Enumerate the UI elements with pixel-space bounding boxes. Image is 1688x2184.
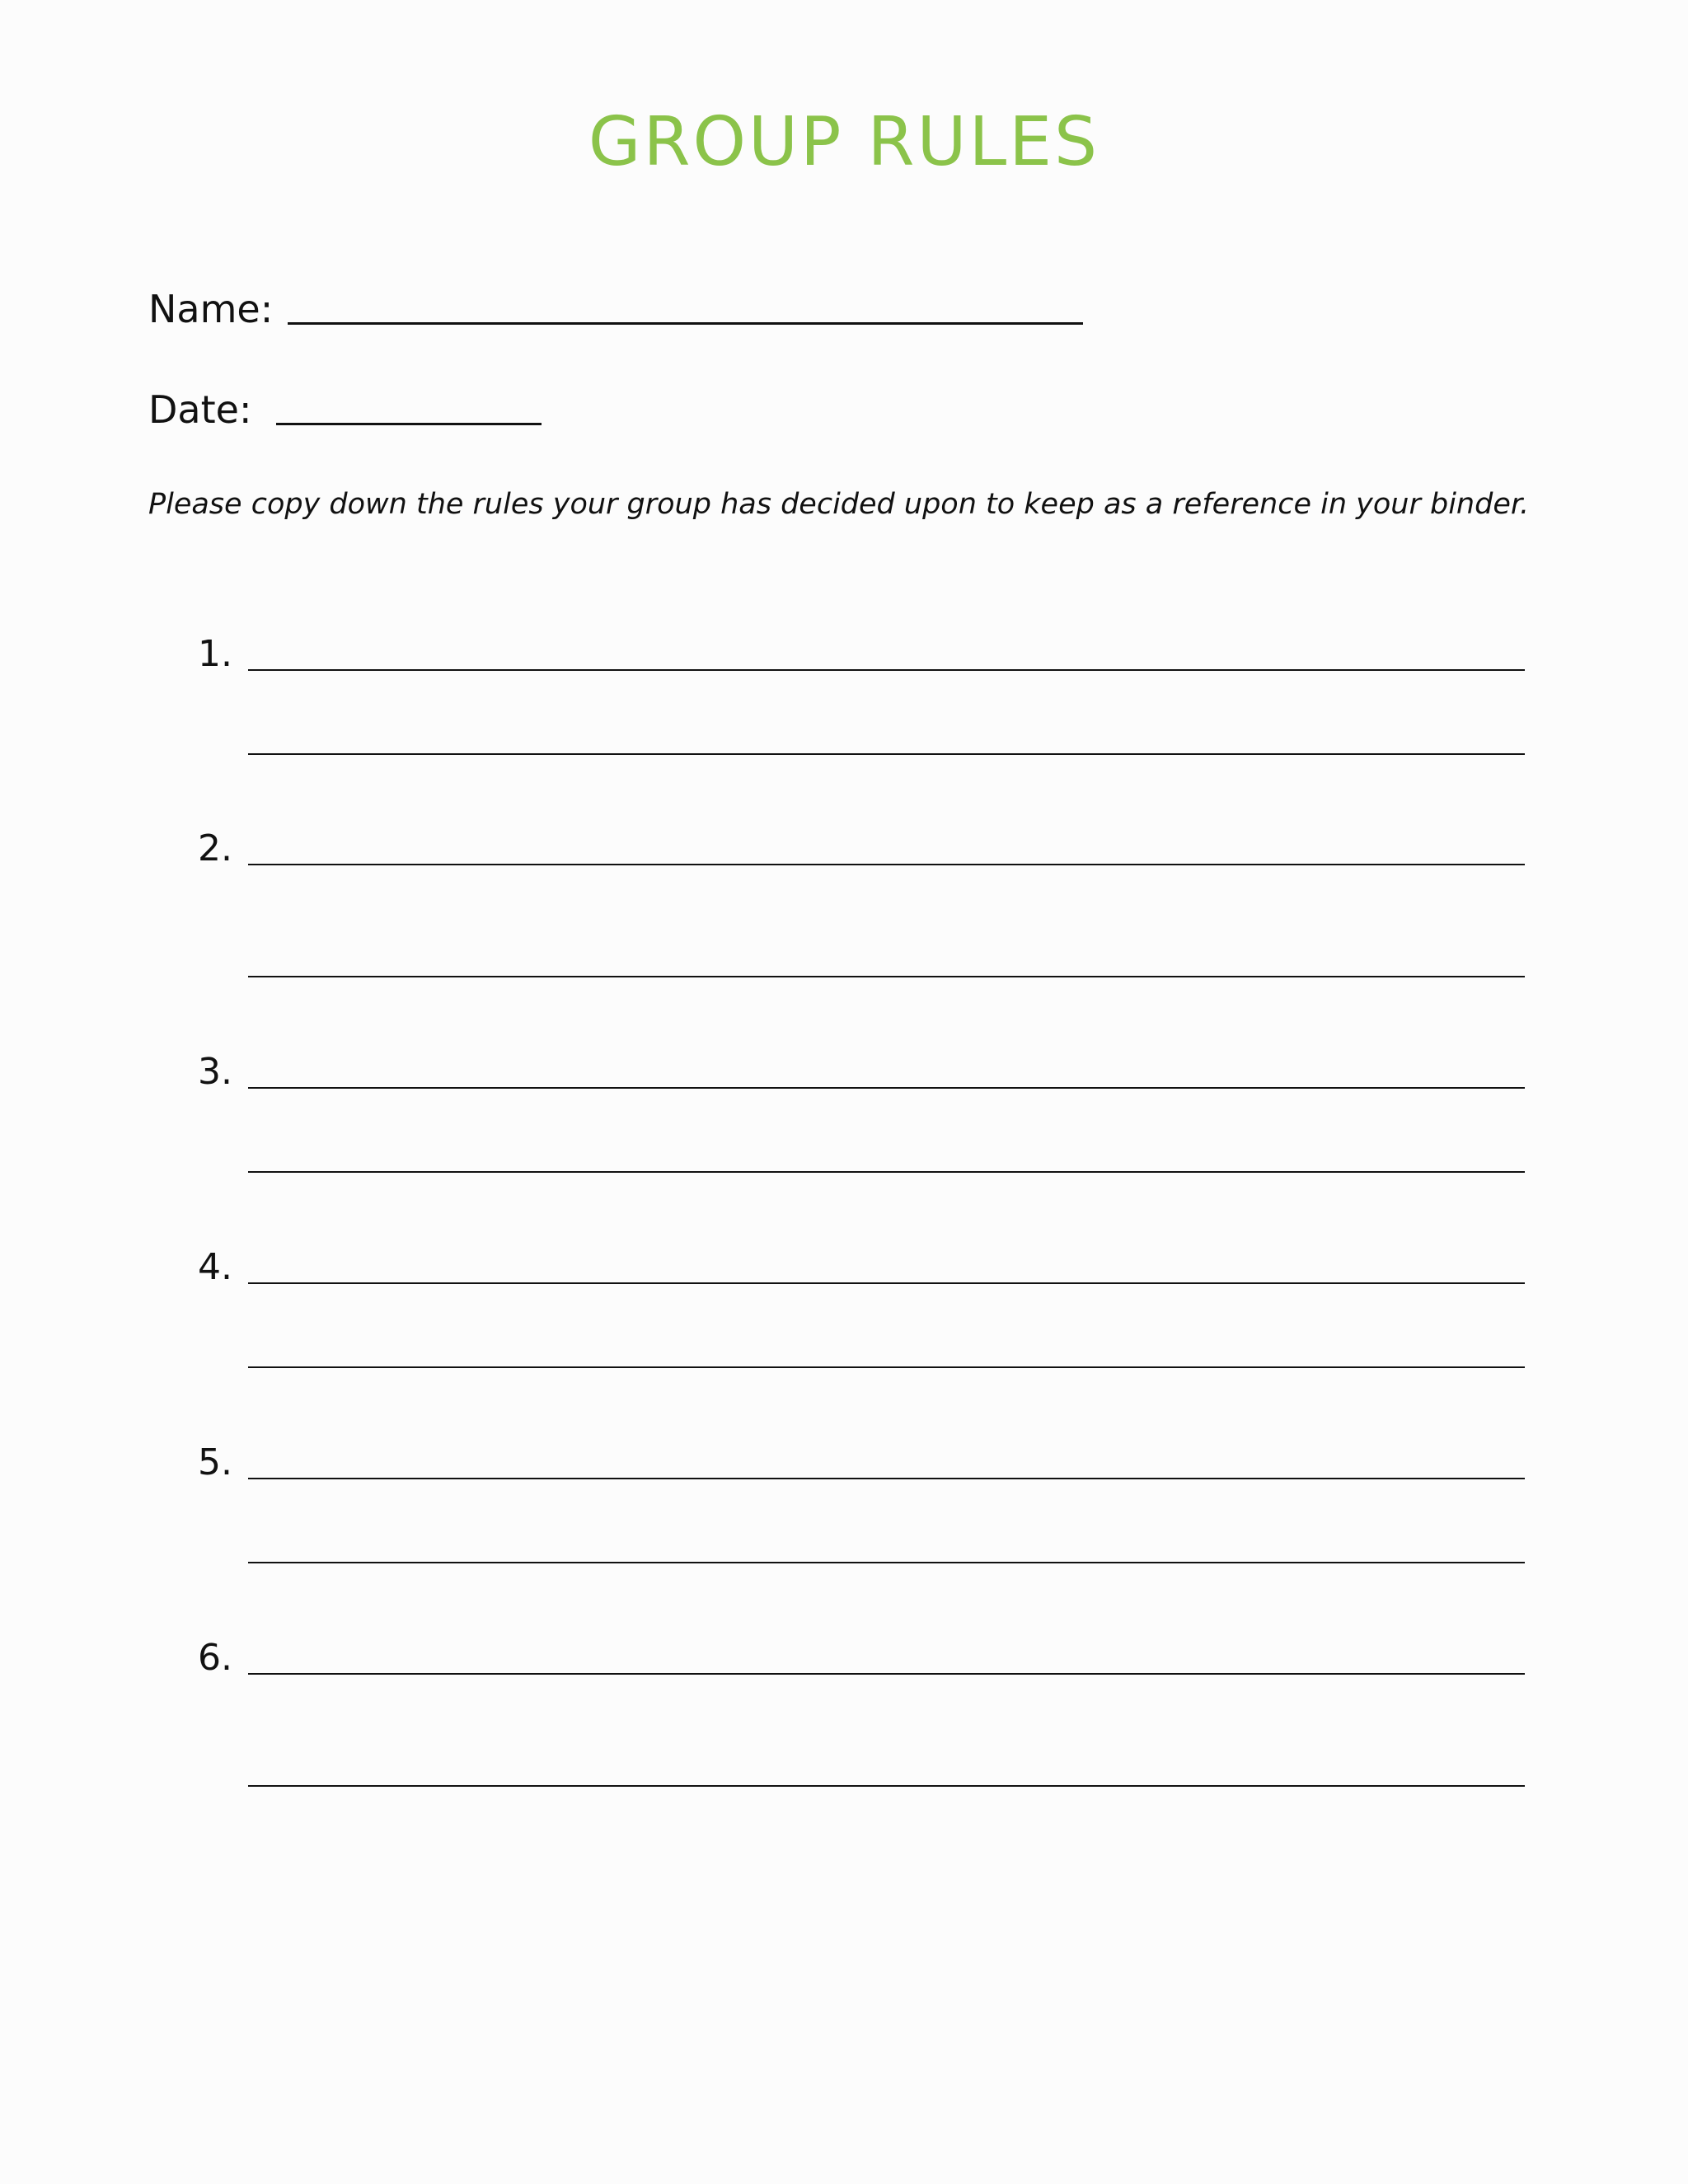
rule-write-line[interactable] xyxy=(248,1171,1525,1173)
rule-number: 6. xyxy=(198,1637,232,1679)
rule-number: 3. xyxy=(198,1051,232,1093)
name-label: Name: xyxy=(148,287,274,331)
rule-write-line[interactable] xyxy=(248,1366,1525,1368)
rule-item-6 xyxy=(0,1637,1688,1755)
rule-item-3 xyxy=(0,1051,1688,1169)
rule-write-line[interactable] xyxy=(248,669,1525,671)
rule-write-line[interactable] xyxy=(248,1478,1525,1479)
instructions-text: Please copy down the rules your group has decided upon to keep as a reference in your binder. xyxy=(148,488,1530,521)
rule-item-5 xyxy=(0,1441,1688,1560)
rule-write-line[interactable] xyxy=(248,1282,1525,1284)
rule-number: 5. xyxy=(198,1441,232,1483)
rule-write-line[interactable] xyxy=(248,1785,1525,1787)
rule-write-line[interactable] xyxy=(248,864,1525,865)
rule-item-2 xyxy=(0,827,1688,946)
rule-write-line[interactable] xyxy=(248,976,1525,977)
rule-write-line[interactable] xyxy=(248,1562,1525,1563)
page-title: GROUP RULES xyxy=(588,103,1100,181)
date-label: Date: xyxy=(148,387,252,432)
rule-number: 2. xyxy=(198,827,232,869)
rule-write-line[interactable] xyxy=(248,1673,1525,1675)
rule-item-1 xyxy=(0,633,1688,752)
rule-number: 1. xyxy=(198,633,232,675)
rule-number: 4. xyxy=(198,1246,232,1288)
rule-write-line[interactable] xyxy=(248,753,1525,755)
rule-write-line[interactable] xyxy=(248,1087,1525,1089)
rule-item-4 xyxy=(0,1246,1688,1365)
